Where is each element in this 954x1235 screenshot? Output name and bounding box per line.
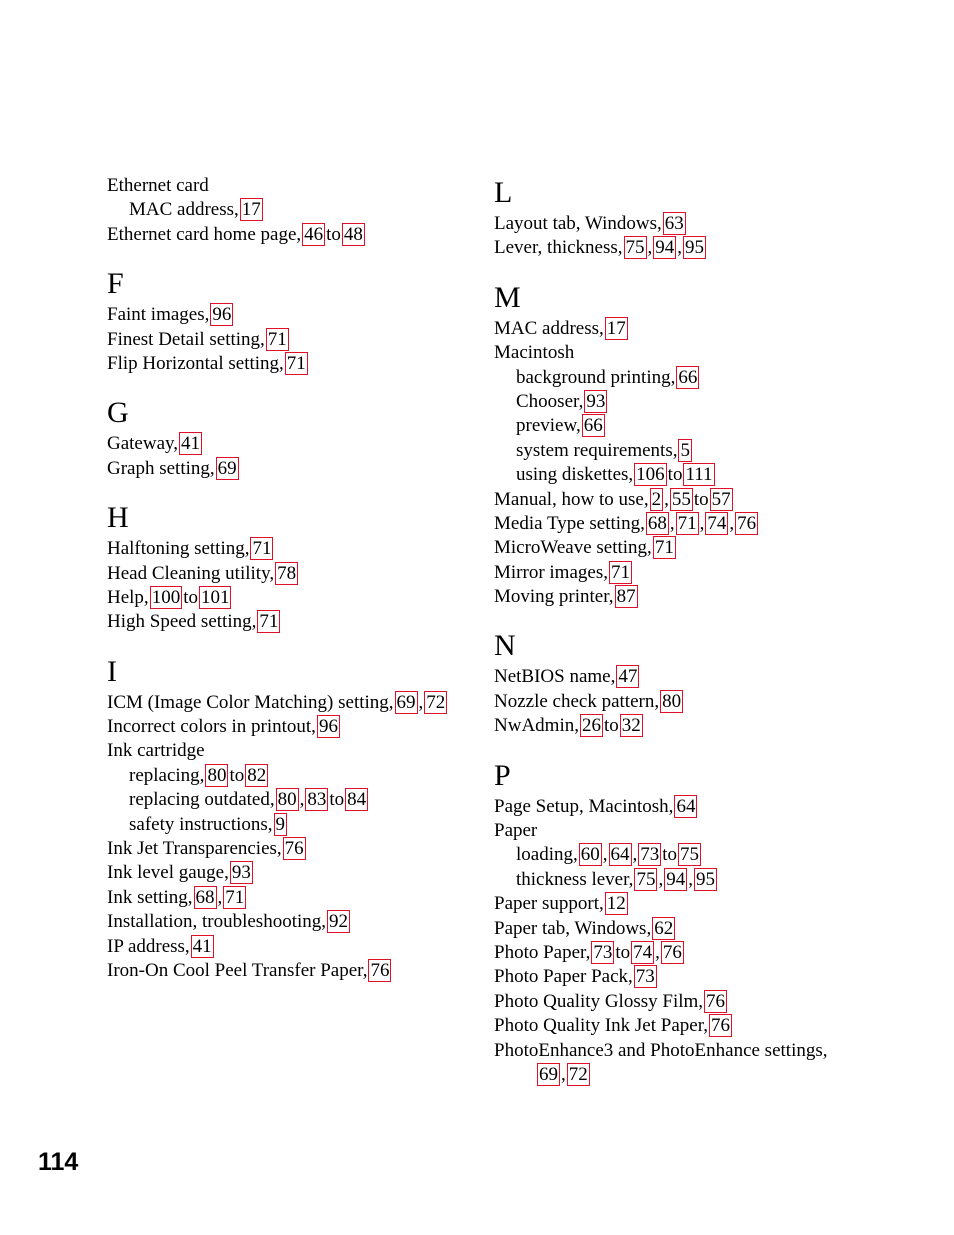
index-entry: [494, 317, 934, 341]
index-entry: [107, 691, 547, 715]
page-link[interactable]: 73: [640, 844, 660, 866]
index-entry: [494, 561, 934, 585]
ref-separator: ,: [699, 512, 705, 534]
page-link[interactable]: 96: [212, 304, 232, 326]
index-subentry: [494, 390, 934, 414]
page-link[interactable]: 46: [304, 223, 324, 245]
ref-separator: ,: [561, 1063, 566, 1085]
section-letter: H: [107, 501, 129, 535]
section-letter: L: [494, 176, 513, 209]
index-entry: [494, 1039, 934, 1063]
page-link[interactable]: 71: [267, 328, 287, 350]
index-entry: [494, 341, 934, 365]
section-letter: I: [107, 654, 117, 688]
page-link[interactable]: 84: [347, 789, 367, 811]
page-link[interactable]: 71: [225, 886, 245, 908]
ref-separator: ,: [664, 488, 669, 510]
page-link[interactable]: 87: [616, 586, 636, 608]
page-link[interactable]: 55: [671, 488, 691, 510]
entry-term: Ethernet card home page,: [107, 223, 302, 245]
ref-separator: to: [662, 844, 678, 866]
entry-term: Photo Quality Ink Jet Paper,: [494, 1015, 709, 1037]
page-link[interactable]: 94: [655, 237, 675, 259]
index-entry: [494, 917, 934, 941]
page-link[interactable]: 71: [259, 611, 279, 633]
ref-separator: ,: [655, 941, 660, 963]
index-entry: [107, 959, 547, 983]
page-link[interactable]: 95: [685, 237, 705, 259]
page-link[interactable]: 71: [677, 512, 697, 534]
entry-term: Paper: [494, 820, 538, 842]
page-link[interactable]: 92: [329, 911, 349, 933]
ref-separator: to: [667, 464, 683, 486]
index-subentry: [494, 439, 934, 463]
page-link[interactable]: 101: [200, 586, 230, 608]
page-link[interactable]: 68: [647, 512, 667, 534]
entry-term: Ethernet card: [107, 175, 209, 196]
index-entry: [494, 892, 934, 916]
page-link[interactable]: 78: [277, 562, 297, 584]
ref-separator: to: [693, 488, 709, 510]
index-entry: [494, 941, 934, 965]
entry-term: loading,: [516, 844, 578, 866]
page-link[interactable]: 80: [662, 690, 682, 712]
ref-separator: ,: [632, 844, 638, 866]
entry-term: High Speed setting,: [107, 611, 257, 633]
entry-term: Ink Jet Transparencies,: [107, 838, 282, 860]
entry-term: Ink cartridge: [107, 740, 205, 762]
index-entry: [107, 837, 547, 861]
ref-separator: ,: [688, 868, 693, 890]
entry-term: MicroWeave setting,: [494, 537, 652, 559]
entry-term: using diskettes,: [516, 464, 634, 486]
page-link[interactable]: 17: [241, 199, 261, 221]
entry-term: NetBIOS name,: [494, 666, 616, 688]
page-link[interactable]: 73: [635, 966, 655, 988]
entry-term: replacing outdated,: [129, 789, 275, 811]
page-link[interactable]: 76: [370, 959, 390, 981]
index-entry: [107, 432, 547, 456]
page-link[interactable]: 68: [195, 886, 215, 908]
index-entry: [107, 352, 547, 376]
entry-term: Photo Paper Pack,: [494, 966, 633, 988]
entry-term: Faint images,: [107, 304, 210, 326]
entry-term: Head Cleaning utility,: [107, 562, 275, 584]
index-entry: [107, 910, 547, 934]
entry-term: Nozzle check pattern,: [494, 690, 660, 712]
index-entry: [107, 174, 547, 198]
entry-term: Paper support,: [494, 893, 604, 915]
entry-term: Halftoning setting,: [107, 538, 250, 560]
page-link[interactable]: 12: [606, 893, 626, 915]
page-link[interactable]: 80: [207, 764, 227, 786]
ref-separator: to: [326, 223, 341, 245]
ref-separator: ,: [602, 844, 608, 866]
entry-term: replacing,: [129, 764, 205, 786]
index-entry: [107, 223, 547, 247]
page-link[interactable]: 41: [192, 935, 212, 957]
index-subentry: [107, 764, 547, 788]
page-link[interactable]: 111: [685, 464, 713, 486]
index-entry: [107, 739, 547, 763]
index-entry: [107, 537, 547, 561]
index-entry: [494, 795, 934, 819]
index-entry: [494, 536, 934, 560]
page-link[interactable]: 32: [621, 715, 641, 737]
index-column-right: [494, 174, 934, 1087]
index-subentry: [494, 414, 934, 438]
entry-term: Ink setting,: [107, 886, 193, 908]
section-letter: F: [107, 267, 124, 301]
page-link[interactable]: 9: [275, 813, 286, 835]
page-link[interactable]: 2: [651, 488, 662, 510]
entry-term: Gateway,: [107, 433, 179, 455]
ref-separator: to: [603, 715, 619, 737]
page-link[interactable]: 93: [586, 390, 606, 412]
index-entry: [107, 562, 547, 586]
page-link[interactable]: 96: [318, 716, 338, 738]
page-link[interactable]: 76: [706, 990, 726, 1012]
page-number: 114: [38, 1148, 79, 1176]
index-entry: [494, 990, 934, 1014]
index-entry: [494, 690, 934, 714]
page-link[interactable]: 72: [568, 1063, 588, 1085]
entry-term: MAC address,: [129, 199, 239, 221]
entry-term: Chooser,: [516, 390, 584, 412]
index-entry: [494, 965, 934, 989]
index-subentry: [494, 366, 934, 390]
page-link[interactable]: 47: [618, 666, 638, 688]
index-subentry: [494, 463, 934, 487]
entry-term: Manual, how to use,: [494, 488, 649, 510]
page-link[interactable]: 17: [606, 317, 626, 339]
page-link[interactable]: 48: [343, 223, 363, 245]
page-link[interactable]: 93: [231, 862, 251, 884]
page-link[interactable]: 83: [307, 789, 327, 811]
index-entry: [107, 715, 547, 739]
page-link[interactable]: 75: [636, 868, 656, 890]
entry-term: Layout tab, Windows,: [494, 213, 662, 234]
ref-separator: to: [183, 586, 198, 608]
ref-separator: ,: [299, 789, 305, 811]
index-entry: [107, 457, 547, 481]
page-link[interactable]: 95: [695, 868, 715, 890]
entry-term: Photo Quality Glossy Film,: [494, 990, 704, 1012]
entry-term: Page Setup, Macintosh,: [494, 795, 674, 817]
entry-term: thickness lever,: [516, 868, 634, 890]
section-letter: G: [107, 396, 129, 430]
index-entry: [107, 935, 547, 959]
page-link[interactable]: 5: [680, 439, 690, 461]
ref-separator: to: [229, 764, 245, 786]
index-entry: [494, 1014, 934, 1038]
entry-term: Installation, troubleshooting,: [107, 911, 327, 933]
index-subentry: [107, 788, 547, 812]
page-link[interactable]: 74: [707, 512, 727, 534]
index-entry: [107, 586, 547, 610]
entry-term: preview,: [516, 415, 581, 437]
ref-separator: ,: [647, 237, 653, 259]
page-link[interactable]: 71: [610, 561, 630, 583]
entry-term: Mirror images,: [494, 561, 608, 583]
index-entry: [107, 328, 547, 352]
page-link[interactable]: 69: [539, 1063, 558, 1085]
ref-separator: ,: [418, 691, 424, 713]
page-link[interactable]: 64: [610, 844, 630, 866]
entry-term: PhotoEnhance3 and PhotoEnhance settings,: [494, 1039, 828, 1061]
entry-term: Graph setting,: [107, 457, 215, 479]
index-entry: [107, 886, 547, 910]
page-link[interactable]: 62: [654, 917, 674, 939]
page-link[interactable]: 41: [181, 433, 201, 455]
page-link[interactable]: 106: [636, 464, 665, 486]
entry-term: Media Type setting,: [494, 512, 645, 534]
page-link[interactable]: 60: [580, 844, 600, 866]
page-link[interactable]: 72: [426, 691, 446, 713]
entry-term: IP address,: [107, 935, 190, 957]
page-link[interactable]: 66: [678, 366, 698, 388]
entry-term: Paper tab, Windows,: [494, 917, 652, 939]
section-letter: M: [494, 280, 521, 314]
index-subentry: [107, 813, 547, 837]
index-subentry: [494, 843, 934, 867]
ref-separator: to: [615, 941, 631, 963]
page-link[interactable]: 94: [666, 868, 686, 890]
entry-term: system requirements,: [516, 439, 678, 461]
entry-term: background printing,: [516, 366, 676, 388]
entry-term: Flip Horizontal setting,: [107, 352, 284, 374]
page-link[interactable]: 75: [680, 844, 700, 866]
index-entry: [494, 488, 934, 512]
entry-term: Macintosh: [494, 342, 575, 364]
entry-term: Iron-On Cool Peel Transfer Paper,: [107, 959, 368, 981]
page-link[interactable]: 76: [284, 838, 304, 860]
index-entry: [494, 714, 934, 738]
page-link[interactable]: 57: [711, 488, 731, 510]
entry-term: NwAdmin,: [494, 715, 579, 737]
ref-separator: ,: [217, 886, 223, 908]
page-link[interactable]: 76: [737, 512, 757, 534]
section-letter: N: [494, 629, 516, 663]
entry-term: MAC address,: [494, 317, 604, 339]
page-link[interactable]: 71: [654, 537, 674, 559]
page-link[interactable]: 26: [581, 715, 601, 737]
entry-term: Ink level gauge,: [107, 862, 229, 884]
index-entry: [494, 819, 934, 843]
page-link[interactable]: 80: [277, 789, 297, 811]
entry-term: safety instructions,: [129, 813, 273, 835]
ref-separator: ,: [729, 512, 735, 534]
index-subentry: [107, 198, 547, 222]
entry-term: Finest Detail setting,: [107, 328, 265, 350]
entry-term: Incorrect colors in printout,: [107, 716, 316, 738]
entry-term: Photo Paper,: [494, 941, 591, 963]
index-entry: [494, 512, 934, 536]
ref-separator: ,: [669, 512, 675, 534]
index-column-left: [107, 174, 547, 983]
entry-term: Moving printer,: [494, 586, 614, 608]
page-link[interactable]: 100: [151, 586, 181, 608]
index-entry: [494, 212, 934, 236]
index-entry: [107, 303, 547, 327]
page-link[interactable]: 76: [711, 1015, 731, 1037]
page-link[interactable]: 73: [593, 941, 613, 963]
ref-separator: ,: [677, 237, 683, 259]
index-entry: [107, 610, 547, 634]
page-link[interactable]: 82: [247, 764, 267, 786]
entry-term: Help,: [107, 586, 149, 608]
entry-term: ICM (Image Color Matching) setting,: [107, 691, 394, 713]
ref-separator: ,: [658, 868, 664, 890]
index-entry: [494, 236, 934, 260]
page-link[interactable]: 74: [633, 941, 653, 963]
index-entry: [494, 665, 934, 689]
page-link[interactable]: 66: [583, 415, 603, 437]
page-link[interactable]: 64: [676, 795, 696, 817]
index-entry: [494, 585, 934, 609]
index-entry: [494, 1063, 934, 1087]
ref-separator: to: [329, 789, 345, 811]
page-link[interactable]: 71: [286, 352, 306, 374]
page-link[interactable]: 75: [625, 237, 645, 259]
page-link[interactable]: 69: [217, 457, 237, 479]
page-link[interactable]: 71: [252, 538, 272, 560]
section-letter: P: [494, 758, 511, 792]
page-link[interactable]: 63: [664, 213, 684, 234]
page-link[interactable]: 69: [396, 691, 416, 713]
entry-term: Lever, thickness,: [494, 237, 623, 259]
page-link[interactable]: 76: [662, 941, 682, 963]
index-entry: [107, 861, 547, 885]
index-subentry: [494, 868, 934, 892]
